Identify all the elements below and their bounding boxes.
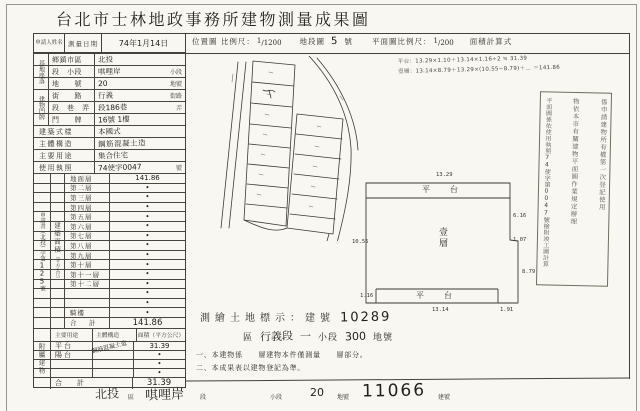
style-value: 本國式 [97, 126, 121, 137]
table-row-use: 主要用途 集合住宅 [34, 150, 185, 162]
annex-row: 平台 鋼筋混凝土造 31.39 [34, 342, 185, 351]
floor-plan-drawing [352, 155, 562, 320]
address-group-label: 建物門牌 [37, 96, 45, 120]
parcel-value: 20 [97, 78, 108, 89]
lane-value: 段186巷 [97, 102, 128, 113]
location-map-sketch [205, 56, 360, 241]
plan-scale-fraction: 1∕200 [433, 36, 454, 47]
annex-total-value: 31.39 [146, 378, 172, 389]
header-strip [33, 33, 186, 53]
note-1: 一、本建物係 層建物本件僅測量 層部分。 [196, 351, 368, 359]
door-plate-value: 16號 1樓 [97, 114, 130, 125]
sheet-label: 地段圖 [299, 37, 326, 46]
surveyed-land-label: 測繪土地標示：建號 [200, 313, 335, 324]
frame-top-line [186, 33, 630, 34]
floor-area-side-strip [51, 174, 65, 329]
annex-total-row: 合 計 31.39 [34, 378, 185, 389]
location-scale-fraction: 1∕1200 [256, 36, 282, 47]
footer-building-no-value: 11066 [361, 380, 427, 402]
area-calc-line2: 壹層：13.14×8.79＋13.29×(10.55−8.79)＋… ＝141.86 [398, 64, 561, 75]
table-row-township: 鄉鎮市區 北投 [34, 54, 185, 66]
sheet-number: 5 [330, 35, 339, 48]
annex-row: • [34, 369, 185, 378]
location-map-label: 位置圖 比例尺： [192, 37, 255, 46]
surveyed-land-line [200, 306, 391, 325]
dim-bottom-right: 1.91 [500, 307, 514, 313]
license-value: 74使字0047 [97, 162, 142, 173]
table-row-license: 使用執照 74使字0047 號 [34, 162, 185, 174]
floor-row: 第十二層 • [34, 280, 185, 290]
structure-value: 鋼筋混凝土造 [97, 138, 147, 149]
applicant-label: 申請人姓名 [34, 34, 65, 52]
floor-row: 第六層 • [34, 222, 185, 232]
survey-date-value: 74年1月14日 [118, 38, 169, 48]
survey-date-label: 測量日期 [65, 34, 102, 52]
site-group-label: 基地座落 [37, 60, 45, 84]
section-value: 唭哩岸 [97, 66, 121, 77]
frame-right-line [629, 33, 630, 379]
plan-scale-label: 平面圖比例尺： [372, 37, 432, 46]
plan-bottom-strip-label: 平 台 [416, 291, 458, 300]
application-doc-no: 申請書（北投）字第125號 [38, 212, 46, 291]
dim-right-lower: 8.79 [522, 269, 536, 275]
dim-bottom: 13.14 [432, 307, 449, 313]
floor-row: 第五層 • [34, 212, 185, 222]
note-2: 二、本成果表以建物登記為準。 [196, 364, 306, 372]
plan-center-label: 壹層 [437, 227, 447, 249]
floor-total-row: 合 計 141.86 [34, 318, 185, 329]
building-number-value: 10289 [339, 309, 392, 326]
annex-side-label: 附屬建物 [37, 343, 46, 375]
dim-right-step: 1.07 [513, 237, 527, 243]
footer-parcel-value: 20 [310, 386, 324, 399]
floor-row: 第四層 • [34, 203, 185, 213]
doc-no-strip [34, 174, 51, 329]
page-title: 台北市士林地政事務所建物測量成果圖 [56, 10, 371, 29]
stamp-line-left: 平面圖係依使用執照74使字第0047號檢附竣工圖計算 [541, 97, 552, 268]
dim-right-upper: 6.16 [513, 213, 527, 219]
sheet-unit: 號 [344, 37, 353, 46]
table-row-structure: 主體構造 鋼筋混凝土造 [34, 138, 185, 150]
annex-row: 陽台 • [34, 351, 185, 360]
township-value: 北投 [97, 54, 114, 65]
stamp-line-right: 係申請建物所有權第一次登記使用 [597, 98, 608, 212]
table-row-parcel: 地 號 20 地號 [34, 78, 185, 90]
stamp-line-mid: 物依本市有關建物平面圖作業規定辦理 [569, 97, 580, 226]
plan-top-strip-label: 平 台 [422, 185, 464, 194]
scanned-survey-form: 台北市士林地政事務所建物測量成果圖 申請人姓名 測量日期 74年1月14日 位置圖 比例尺： 1∕1200 地段圖 5 號 平面圖比例尺： 1∕200 面積計算式 平台：13.29×1.10＋13.14×1.16÷2 ≒ 31.39 壹層：13.14×8.79＋13.29×(10.55−8.79)＋… ＝141.86 基地座落 建物門牌 申請書（北投）字第125號 建築面積（平方公尺） 附屬建物 鄉鎮市區 北投 段 小段 唭哩岸 小段 地 號 20 地號 街 路 行義 街路 段 巷 弄 段186巷 弄 門 牌 16號 1樓 建築式樣 本國式 主體構造 鋼筋混凝土造 主要用途 集合住宅 使用執照 74使字0047 號 地面層 141.86 第二層 • 第三層 • 第四層 • 第五層 • 第六層 • 第七層 • 第八層 • 第九層 • 第十層 • 第十一層 • 第十二層 • • • 騎樓 • 合 計 141.86 主要用途 主體構造 面積（平方公尺） 平台 鋼筋混凝土造 31.39 陽台 • • • 合 計 31.39 平 台 平 台 壹層 13.29 10.55 6.16 1.07 8.79 13.14 1.91 1.16 係申請建物所有權第一次登記使用 物依本市有關建物平面圖作業規定辦理 平面圖係依使用執照74使字第0047號檢附竣工圖計算 測繪土地標示：建號 10289 區 行義段 一 小段 300 地號 一、本建物係 層建物本件僅測量 層部分。 二、本成果表以建物登記為準。 北投 區 唭哩岸 段 小段 20 地號 11066 建號 [0, 0, 640, 411]
floor-row: 地面層 141.86 [34, 174, 185, 184]
use-value: 集合住宅 [97, 150, 129, 161]
floor-area-side-label: 建築面積（平方公尺） [53, 222, 61, 281]
street-value: 行義 [97, 90, 114, 101]
table-row-section: 段 小段 唭哩岸 小段 [34, 66, 185, 78]
floor-row: 第二層 • [34, 184, 185, 194]
table-row-door-plate: 門 牌 16號 1樓 [34, 114, 185, 126]
floor-total-value: 141.86 [132, 317, 163, 328]
table-row-style: 建築式樣 本國式 [34, 126, 185, 138]
floor-row: 第十層 • [34, 260, 185, 270]
floor-row: • [34, 299, 185, 309]
floor-row: 第七層 • [34, 232, 185, 242]
footer-district-value: 北投 [94, 386, 120, 402]
floor-row: 騎樓 • [34, 308, 185, 318]
registration-stamp [536, 91, 612, 286]
floor-row: 第十一層 • [34, 270, 185, 280]
plan-scale [372, 36, 512, 47]
annex-side-strip [34, 329, 51, 389]
building-data-table [33, 53, 186, 388]
annex-header-row: 主要用途 主體構造 面積（平方公尺） [34, 329, 185, 342]
area-calc-label: 面積計算式 [469, 37, 513, 46]
floor-row: 第九層 • [34, 251, 185, 261]
floor-row: 第八層 • [34, 241, 185, 251]
table-row-lane: 段 巷 弄 段186巷 弄 [34, 102, 185, 114]
annex-row: • [34, 360, 185, 369]
dim-left: 10.55 [352, 239, 369, 245]
location-map-scale [192, 36, 353, 47]
floor-row: • [34, 289, 185, 299]
dim-bottom-left: 1.16 [360, 293, 374, 299]
parcel-reference-line: 區 行義段 一 小段 300 地號 [243, 329, 394, 344]
address-group-strip [34, 90, 49, 126]
annex-structure-value: 鋼筋混凝土造 [90, 339, 128, 356]
area-calc-line1: 平台：13.29×1.10＋13.14×1.16÷2 ≒ 31.39 [397, 55, 528, 66]
footer-section-value: 唭哩岸 [144, 387, 185, 404]
table-row-street: 街 路 行義 街路 [34, 90, 185, 102]
floor-row: 第三層 • [34, 193, 185, 203]
dim-top: 13.29 [436, 172, 453, 178]
site-group-strip [34, 54, 49, 90]
